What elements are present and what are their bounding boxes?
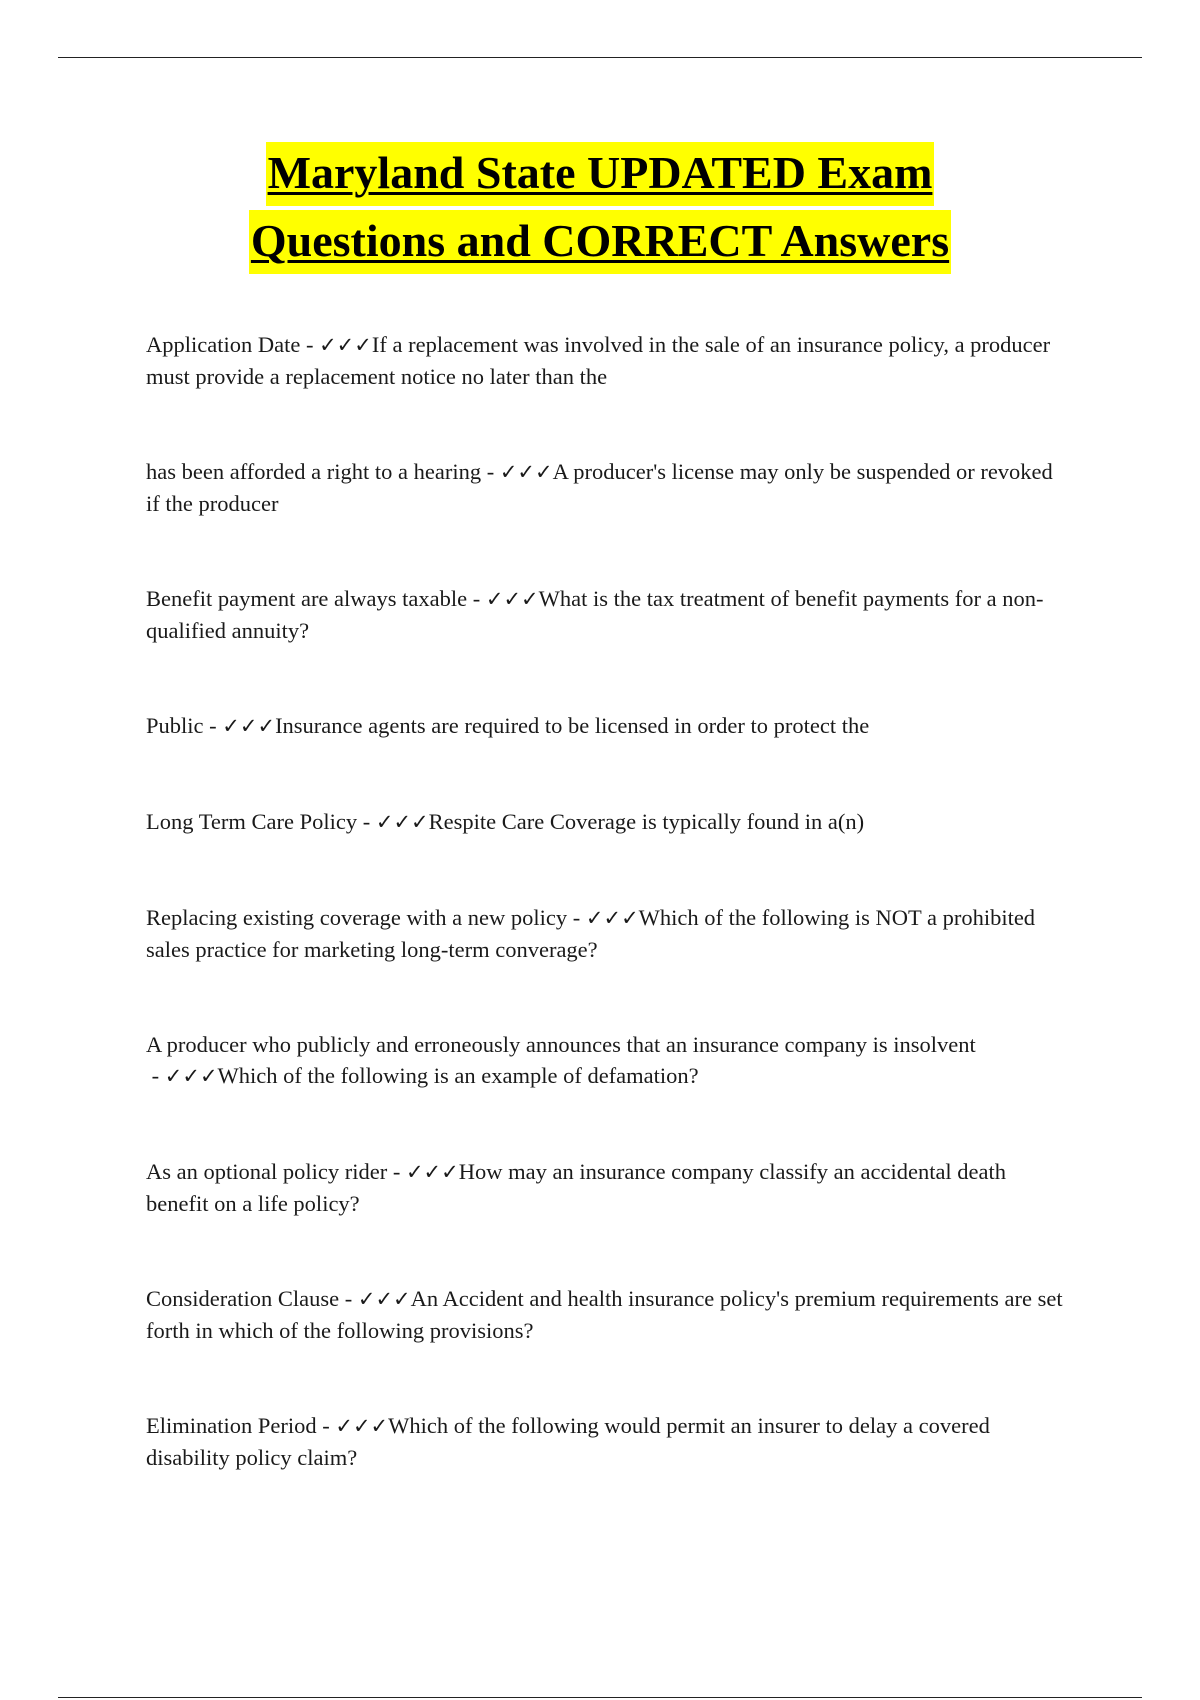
- question-text: A producer's license may only be suspended or revoked if the producer: [146, 459, 1053, 516]
- top-rule: [58, 57, 1142, 58]
- separator: -: [146, 1063, 165, 1088]
- checkmarks-icon: ✓✓✓: [164, 1064, 218, 1088]
- checkmarks-icon: ✓✓✓: [485, 587, 539, 611]
- qa-item: [146, 1283, 1066, 1346]
- qa-item: [146, 456, 1066, 519]
- qa-item: [146, 1410, 1066, 1473]
- separator: -: [387, 1159, 406, 1184]
- checkmarks-icon: ✓✓✓: [319, 333, 372, 357]
- question-text: Which of the following is NOT a prohibited sales practice for marketing long-term converage?: [146, 905, 1036, 962]
- checkmarks-icon: ✓✓✓: [335, 1414, 389, 1438]
- separator: -: [339, 1286, 358, 1311]
- qa-item: [146, 1029, 1066, 1092]
- separator: -: [203, 713, 223, 738]
- answer-text: has been afforded a right to a hearing: [146, 459, 482, 484]
- checkmarks-icon: ✓✓✓: [585, 906, 639, 930]
- question-text: How may an insurance company classify an accidental death benefit on a life policy?: [146, 1159, 1007, 1216]
- question-text: What is the tax treatment of benefit payments for a non-qualified annuity?: [146, 586, 1044, 643]
- question-text: Which of the following would permit an insurer to delay a covered disability policy claim?: [146, 1413, 990, 1470]
- answer-text: Replacing existing coverage with a new policy: [146, 905, 568, 930]
- answer-text: Benefit payment are always taxable: [146, 586, 468, 611]
- qa-item: [146, 1156, 1066, 1219]
- question-text: Respite Care Coverage is typically found in a(n): [428, 809, 865, 834]
- checkmarks-icon: ✓✓✓: [405, 1160, 459, 1184]
- checkmarks-icon: ✓✓✓: [375, 810, 429, 834]
- qa-list: [146, 329, 1066, 1537]
- question-text: An Accident and health insurance policy's premium requirements are set forth in which of the following provisions?: [146, 1286, 1063, 1343]
- checkmarks-icon: ✓✓✓: [357, 1287, 411, 1311]
- separator: -: [467, 586, 486, 611]
- checkmarks-icon: ✓✓✓: [499, 460, 553, 484]
- title-line-2: Questions and CORRECT Answers: [249, 210, 951, 274]
- qa-item: [146, 710, 1066, 742]
- answer-text: A producer who publicly and erroneously announces that an insurance company is insolvent: [146, 1032, 976, 1057]
- separator: -: [567, 905, 586, 930]
- title-line-1: Maryland State UPDATED Exam: [266, 142, 935, 206]
- answer-text: Consideration Clause: [146, 1286, 340, 1311]
- answer-text: Elimination Period: [146, 1413, 317, 1438]
- separator: -: [316, 1413, 336, 1438]
- separator: -: [357, 809, 376, 834]
- question-text: Insurance agents are required to be licensed in order to protect the: [275, 713, 870, 738]
- answer-text: Long Term Care Policy: [146, 809, 358, 834]
- qa-item: [146, 583, 1066, 646]
- separator: -: [300, 332, 320, 357]
- qa-item: [146, 806, 1066, 838]
- answer-text: As an optional policy rider: [146, 1159, 388, 1184]
- document-title: [0, 142, 1200, 274]
- question-text: Which of the following is an example of defamation?: [217, 1063, 699, 1088]
- answer-text: Public: [146, 713, 204, 738]
- qa-item: [146, 329, 1066, 392]
- question-text: If a replacement was involved in the sale of an insurance policy, a producer must provide a replacement notice no later than the: [146, 332, 1051, 389]
- bottom-rule: [58, 1697, 1142, 1698]
- checkmarks-icon: ✓✓✓: [222, 714, 276, 738]
- qa-item: [146, 902, 1066, 965]
- answer-text: Application Date: [146, 332, 301, 357]
- separator: -: [481, 459, 500, 484]
